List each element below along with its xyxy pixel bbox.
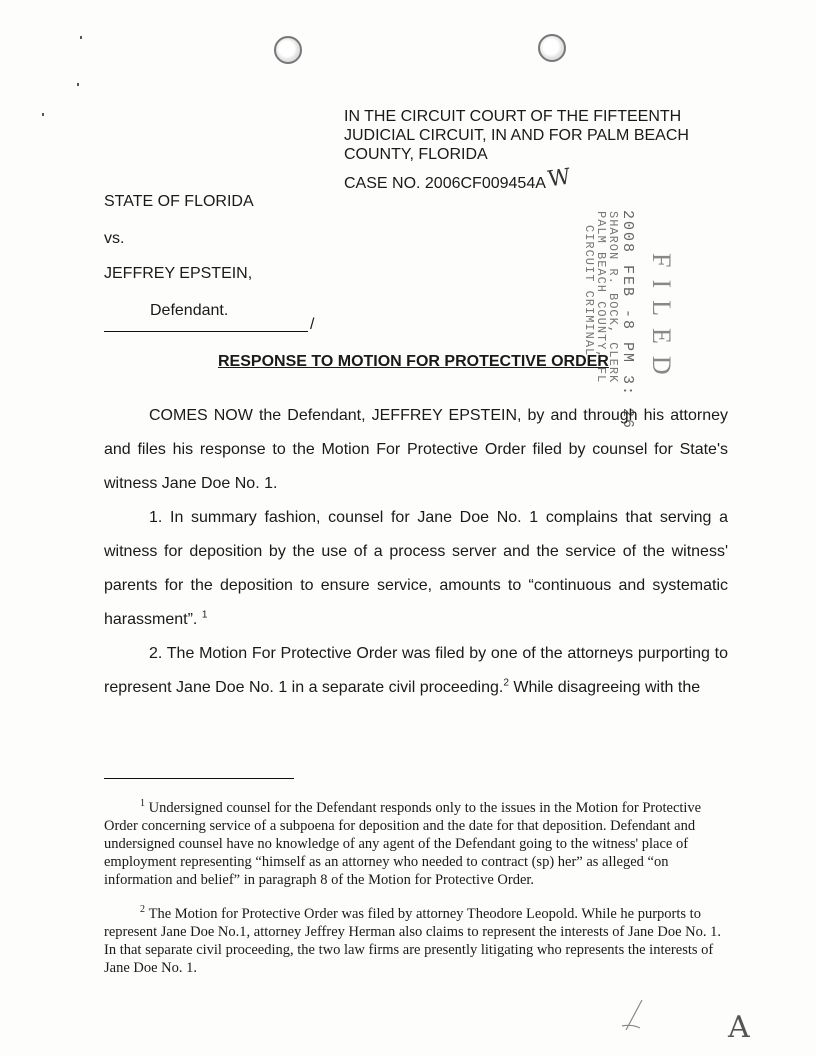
paragraph-1: 1. In summary fashion, counsel for Jane Doe No. 1 complains that serving a witness for deposition by the use of a process server and the service of the witness' parents for the deposition to ensure service, amounts to “continuous and systematic harassment”. $^1$ (104, 509, 728, 628)
footnote-ref-2: 2 (503, 677, 509, 689)
handwritten-mark: W (546, 164, 573, 193)
stamp-division: CIRCUIT CRIMINAL (582, 225, 596, 357)
caption-defendant-role: Defendant. (150, 302, 229, 319)
footnote-separator (104, 778, 294, 779)
footnote-1: $^1$ Undersigned counsel for the Defendant responds only to the issues in the Motion for Protective Order concerning service of a subpoena for deposition and the date for that deposition. Defendant and undersigned counsel have no knowledge of any agent of the Defendant going to the witness' place of employment representing “himself as an attorney who needed to contract (sp) her” as alleged “on information and belief” in paragraph 8 of the Motion for Protective Order. (104, 798, 702, 888)
footnote-ref-1: 1 (201, 609, 208, 621)
court-heading (344, 107, 724, 164)
scan-speck (77, 83, 79, 86)
scan-speck (80, 36, 82, 39)
stamp-county: PALM BEACH COUNTY, FL (594, 211, 608, 384)
stamp-date: 2008 FEB -8 PM 3: 26 (619, 210, 636, 431)
document-body (104, 399, 728, 705)
footnote-2: $^2$ The Motion for Protective Order was filed by attorney Theodore Leopold. While he purports to represent Jane Doe No.1, attorney Jeffrey Herman also claims to represent the interests of Jane Doe No. 1. In that separate civil proceeding, the two law firms are presently litigating who represents the interests of Jane Doe No. 1. (104, 904, 721, 976)
case-number: CASE NO. 2006CF009454A (344, 175, 546, 192)
court-line-1: IN THE CIRCUIT COURT OF THE FIFTEENTH (344, 108, 682, 125)
paragraph-2: 2. The Motion For Protective Order was filed by one of the attorneys purporting to represent Jane Doe No. 1 in a separate civil proceeding.$^2$ While disagreeing with the (104, 645, 728, 696)
punch-hole-left (274, 36, 302, 64)
document-title: RESPONSE TO MOTION FOR PROTECTIVE ORDER (218, 353, 609, 370)
caption-rule (104, 331, 308, 332)
intro-paragraph: COMES NOW the Defendant, JEFFREY EPSTEIN, by and through his attorney and files his response to the Motion For Protective Order filed by counsel for State's witness Jane Doe No. 1. (104, 407, 728, 492)
stamp-clerk: SHARON R. BOCK, CLERK (606, 211, 620, 384)
caption-defendant: JEFFREY EPSTEIN, (104, 265, 253, 282)
stamp-filed: FILED (647, 253, 676, 387)
handwritten-initials: A (728, 1010, 750, 1045)
punch-hole-right (538, 34, 566, 62)
caption-vs: vs. (104, 230, 125, 247)
court-line-3: COUNTY, FLORIDA (344, 146, 488, 163)
footnotes (104, 799, 730, 993)
caption-plaintiff: STATE OF FLORIDA (104, 193, 254, 210)
handwritten-scribble (612, 996, 672, 1036)
scan-speck (42, 113, 44, 116)
caption-slash: / (310, 316, 315, 333)
court-line-2: JUDICIAL CIRCUIT, IN AND FOR PALM BEACH (344, 127, 689, 144)
